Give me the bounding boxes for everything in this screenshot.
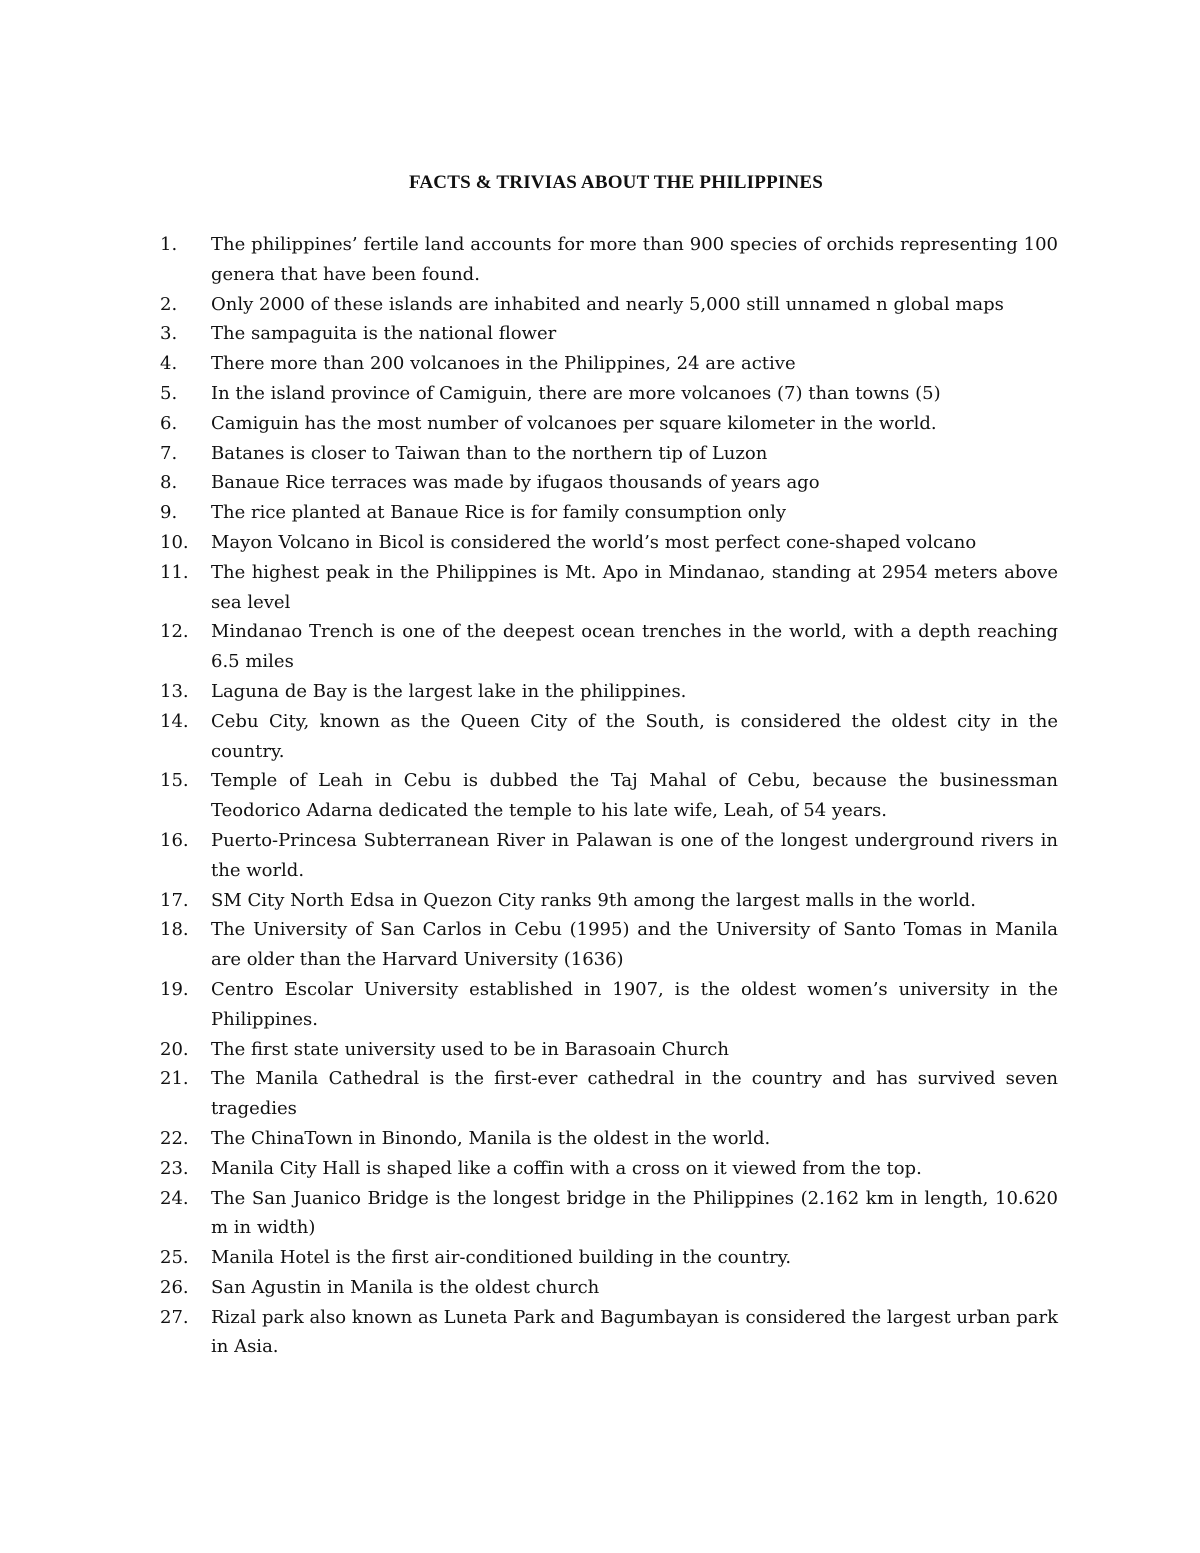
list-item <box>160 468 1058 498</box>
list-item-text: In the island province of Camiguin, there are more volcanoes (7) than towns (5) <box>211 382 941 404</box>
list-item-number: 14. <box>160 710 189 732</box>
list-item <box>160 1035 1058 1065</box>
list-item-number: 12. <box>160 621 189 643</box>
list-item-text: Puerto-Princesa Subterranean River in Palawan is one of the longest underground rivers in the world. <box>211 829 1058 881</box>
list-item <box>160 558 1058 618</box>
list-item-number: 7. <box>160 442 178 464</box>
list-item <box>160 439 1058 469</box>
list-item <box>160 886 1058 916</box>
list-item <box>160 1303 1058 1363</box>
list-item <box>160 290 1058 320</box>
list-item-number: 23. <box>160 1157 189 1179</box>
list-item-number: 5. <box>160 382 178 404</box>
list-item <box>160 1064 1058 1124</box>
list-item-number: 11. <box>160 561 189 583</box>
list-item <box>160 230 1058 290</box>
facts-list <box>160 230 1058 1362</box>
list-item-text: There more than 200 volcanoes in the Philippines, 24 are active <box>211 353 796 375</box>
list-item <box>160 319 1058 349</box>
list-item-text: The highest peak in the Philippines is Mt. Apo in Mindanao, standing at 2954 meters above sea level <box>211 561 1058 613</box>
list-item-text: Laguna de Bay is the largest lake in the philippines. <box>211 680 687 702</box>
list-item-number: 3. <box>160 323 178 345</box>
list-item-number: 15. <box>160 770 189 792</box>
list-item-number: 22. <box>160 1127 189 1149</box>
list-item-text: Camiguin has the most number of volcanoes per square kilometer in the world. <box>211 412 937 434</box>
list-item <box>160 677 1058 707</box>
list-item-text: San Agustin in Manila is the oldest church <box>211 1276 600 1298</box>
list-item <box>160 1154 1058 1184</box>
list-item <box>160 707 1058 767</box>
list-item-text: Batanes is closer to Taiwan than to the northern tip of Luzon <box>211 442 768 464</box>
list-item <box>160 915 1058 975</box>
list-item-text: Manila City Hall is shaped like a coffin with a cross on it viewed from the top. <box>211 1157 922 1179</box>
list-item <box>160 617 1058 677</box>
document-title: FACTS & TRIVIAS ABOUT THE PHILIPPINES <box>408 172 824 193</box>
list-item-number: 27. <box>160 1306 189 1328</box>
list-item-text: Manila Hotel is the first air-conditioned building in the country. <box>211 1247 792 1269</box>
list-item-text: Mindanao Trench is one of the deepest ocean trenches in the world, with a depth reaching 6.5 miles <box>211 621 1058 673</box>
list-item-text: The sampaguita is the national flower <box>211 323 557 345</box>
list-item-text: Banaue Rice terraces was made by ifugaos thousands of years ago <box>211 472 820 494</box>
list-item-number: 18. <box>160 919 189 941</box>
list-item <box>160 379 1058 409</box>
list-item-text: The ChinaTown in Binondo, Manila is the oldest in the world. <box>211 1127 771 1149</box>
list-item-text: Only 2000 of these islands are inhabited and nearly 5,000 still unnamed n global maps <box>211 293 1004 315</box>
list-item-text: Temple of Leah in Cebu is dubbed the Taj Mahal of Cebu, because the businessman Teodorico Adarna dedicated the temple to his late wife, Leah, of 54 years. <box>211 770 1058 822</box>
list-item-number: 4. <box>160 353 178 375</box>
list-item-number: 19. <box>160 978 189 1000</box>
list-item-number: 10. <box>160 531 189 553</box>
list-item-number: 6. <box>160 412 178 434</box>
list-item-text: The San Juanico Bridge is the longest bridge in the Philippines (2.162 km in length, 10.620 m in width) <box>211 1187 1058 1239</box>
list-item-text: SM City North Edsa in Quezon City ranks 9th among the largest malls in the world. <box>211 889 976 911</box>
list-item-number: 26. <box>160 1276 189 1298</box>
list-item-text: Rizal park also known as Luneta Park and Bagumbayan is considered the largest urban park in Asia. <box>211 1306 1058 1358</box>
list-item-text: The rice planted at Banaue Rice is for family consumption only <box>211 502 787 524</box>
list-item <box>160 1273 1058 1303</box>
list-item-number: 2. <box>160 293 178 315</box>
list-item-number: 20. <box>160 1038 189 1060</box>
list-item-text: The University of San Carlos in Cebu (1995) and the University of Santo Tomas in Manila are older than the Harvard University (1636) <box>211 919 1058 971</box>
list-item <box>160 1243 1058 1273</box>
list-item <box>160 498 1058 528</box>
list-item-number: 1. <box>160 234 178 255</box>
list-item <box>160 1184 1058 1244</box>
list-item-number: 16. <box>160 829 189 851</box>
list-item <box>160 349 1058 379</box>
list-item <box>160 528 1058 558</box>
list-item-number: 21. <box>160 1068 189 1090</box>
list-item-text: Mayon Volcano in Bicol is considered the world’s most perfect cone-shaped volcano <box>211 531 977 553</box>
list-item-text: The first state university used to be in Barasoain Church <box>211 1038 729 1060</box>
list-item-number: 25. <box>160 1247 189 1269</box>
list-item <box>160 409 1058 439</box>
list-item <box>160 975 1058 1035</box>
list-item-text: The philippines’ fertile land accounts for more than 900 species of orchids representing 100 genera that have been found. <box>211 234 1058 285</box>
list-item-number: 24. <box>160 1187 189 1209</box>
list-item <box>160 766 1058 826</box>
list-item-number: 13. <box>160 680 189 702</box>
list-item-text: Cebu City, known as the Queen City of the South, is considered the oldest city in the country. <box>211 710 1058 762</box>
list-item-number: 9. <box>160 502 178 524</box>
list-item <box>160 826 1058 886</box>
list-item-number: 17. <box>160 889 189 911</box>
list-item-number: 8. <box>160 472 178 494</box>
list-item <box>160 1124 1058 1154</box>
list-item-text: Centro Escolar University established in 1907, is the oldest women’s university in the Philippines. <box>211 978 1058 1030</box>
list-item-text: The Manila Cathedral is the first-ever cathedral in the country and has survived seven tragedies <box>211 1068 1058 1120</box>
